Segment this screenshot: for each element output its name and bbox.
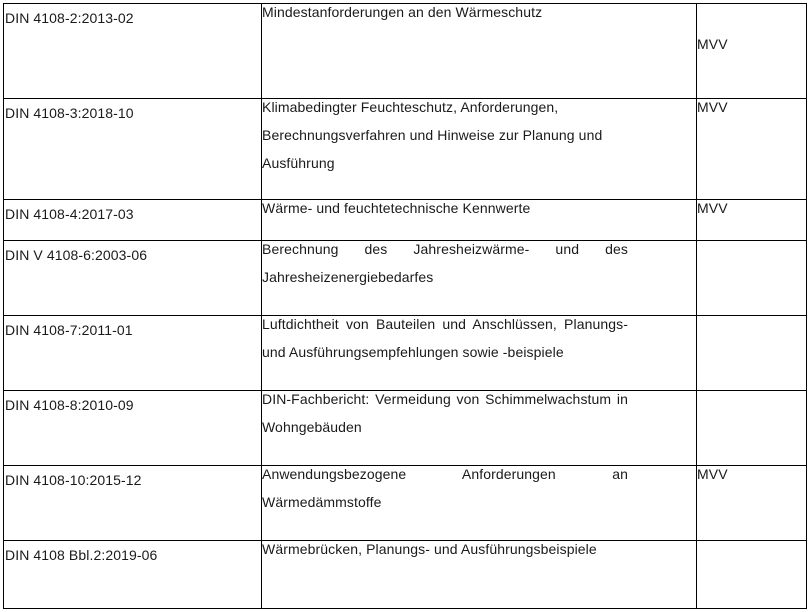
table-row <box>4 99 807 200</box>
standard-code-cell <box>4 241 262 316</box>
standard-title-cell <box>262 316 697 391</box>
standard-code-cell <box>4 4 262 99</box>
table-row <box>4 4 807 99</box>
table-row <box>4 391 807 466</box>
standard-title: Berechnung des Jahresheizwärme- und des Jahresheizenergiebedarfes <box>262 241 628 285</box>
standard-note-cell <box>697 99 807 200</box>
standard-title: Luftdichtheit von Bauteilen und Anschlüssen, Planungs- und Ausführungsempfehlungen sowie -beispiele <box>262 316 628 360</box>
standard-title-cell <box>262 4 697 99</box>
standard-code: DIN 4108-7:2011-01 <box>5 322 133 338</box>
standard-code-cell <box>4 200 262 241</box>
standards-table-body <box>4 4 807 609</box>
standard-title-cell <box>262 241 697 316</box>
standard-code-cell <box>4 391 262 466</box>
standard-note-cell <box>697 241 807 316</box>
standard-title-cell <box>262 99 697 200</box>
standard-title: DIN-Fachbericht: Vermeidung von Schimmelwachstum in Wohngebäuden <box>262 391 628 435</box>
standard-code-cell <box>4 316 262 391</box>
standard-code: DIN 4108-4:2017-03 <box>5 206 134 222</box>
standard-code: DIN V 4108-6:2003-06 <box>5 247 148 263</box>
standard-note-cell <box>697 541 807 609</box>
standard-title: Wärme- und feuchtetechnische Kennwerte <box>262 200 531 216</box>
standard-code: DIN 4108-3:2018-10 <box>5 105 134 121</box>
standard-note: MVV <box>697 36 728 52</box>
standard-title-cell <box>262 391 697 466</box>
standard-title: Anwendungsbezogene Anforderungen an Wärmedämmstoffe <box>262 466 628 510</box>
standard-note-cell <box>697 466 807 541</box>
standard-code: DIN 4108-10:2015-12 <box>5 472 142 488</box>
standard-code-cell <box>4 466 262 541</box>
table-row <box>4 241 807 316</box>
standard-title: Klimabedingter Feuchteschutz, Anforderungen, Berechnungsverfahren und Hinweise zur Planung und Ausführung <box>262 99 603 171</box>
standard-title-cell <box>262 541 697 609</box>
standard-note-cell <box>697 4 807 99</box>
standard-title: Mindestanforderungen an den Wärmeschutz <box>262 4 543 20</box>
standard-note: MVV <box>697 200 728 216</box>
standard-note: MVV <box>697 99 728 115</box>
standard-note: MVV <box>697 466 728 482</box>
standard-code-cell <box>4 541 262 609</box>
standard-code: DIN 4108 Bbl.2:2019-06 <box>5 547 158 563</box>
table-row <box>4 316 807 391</box>
standard-note-cell <box>697 316 807 391</box>
standard-code: DIN 4108-2:2013-02 <box>5 10 134 26</box>
standard-note-cell <box>697 200 807 241</box>
standard-code-cell <box>4 99 262 200</box>
standard-code: DIN 4108-8:2010-09 <box>5 397 134 413</box>
standard-note-cell <box>697 391 807 466</box>
standard-title: Wärmebrücken, Planungs- und Ausführungsbeispiele <box>262 541 597 557</box>
standards-table <box>3 3 807 609</box>
table-row <box>4 541 807 609</box>
standard-title-cell <box>262 466 697 541</box>
table-row <box>4 466 807 541</box>
